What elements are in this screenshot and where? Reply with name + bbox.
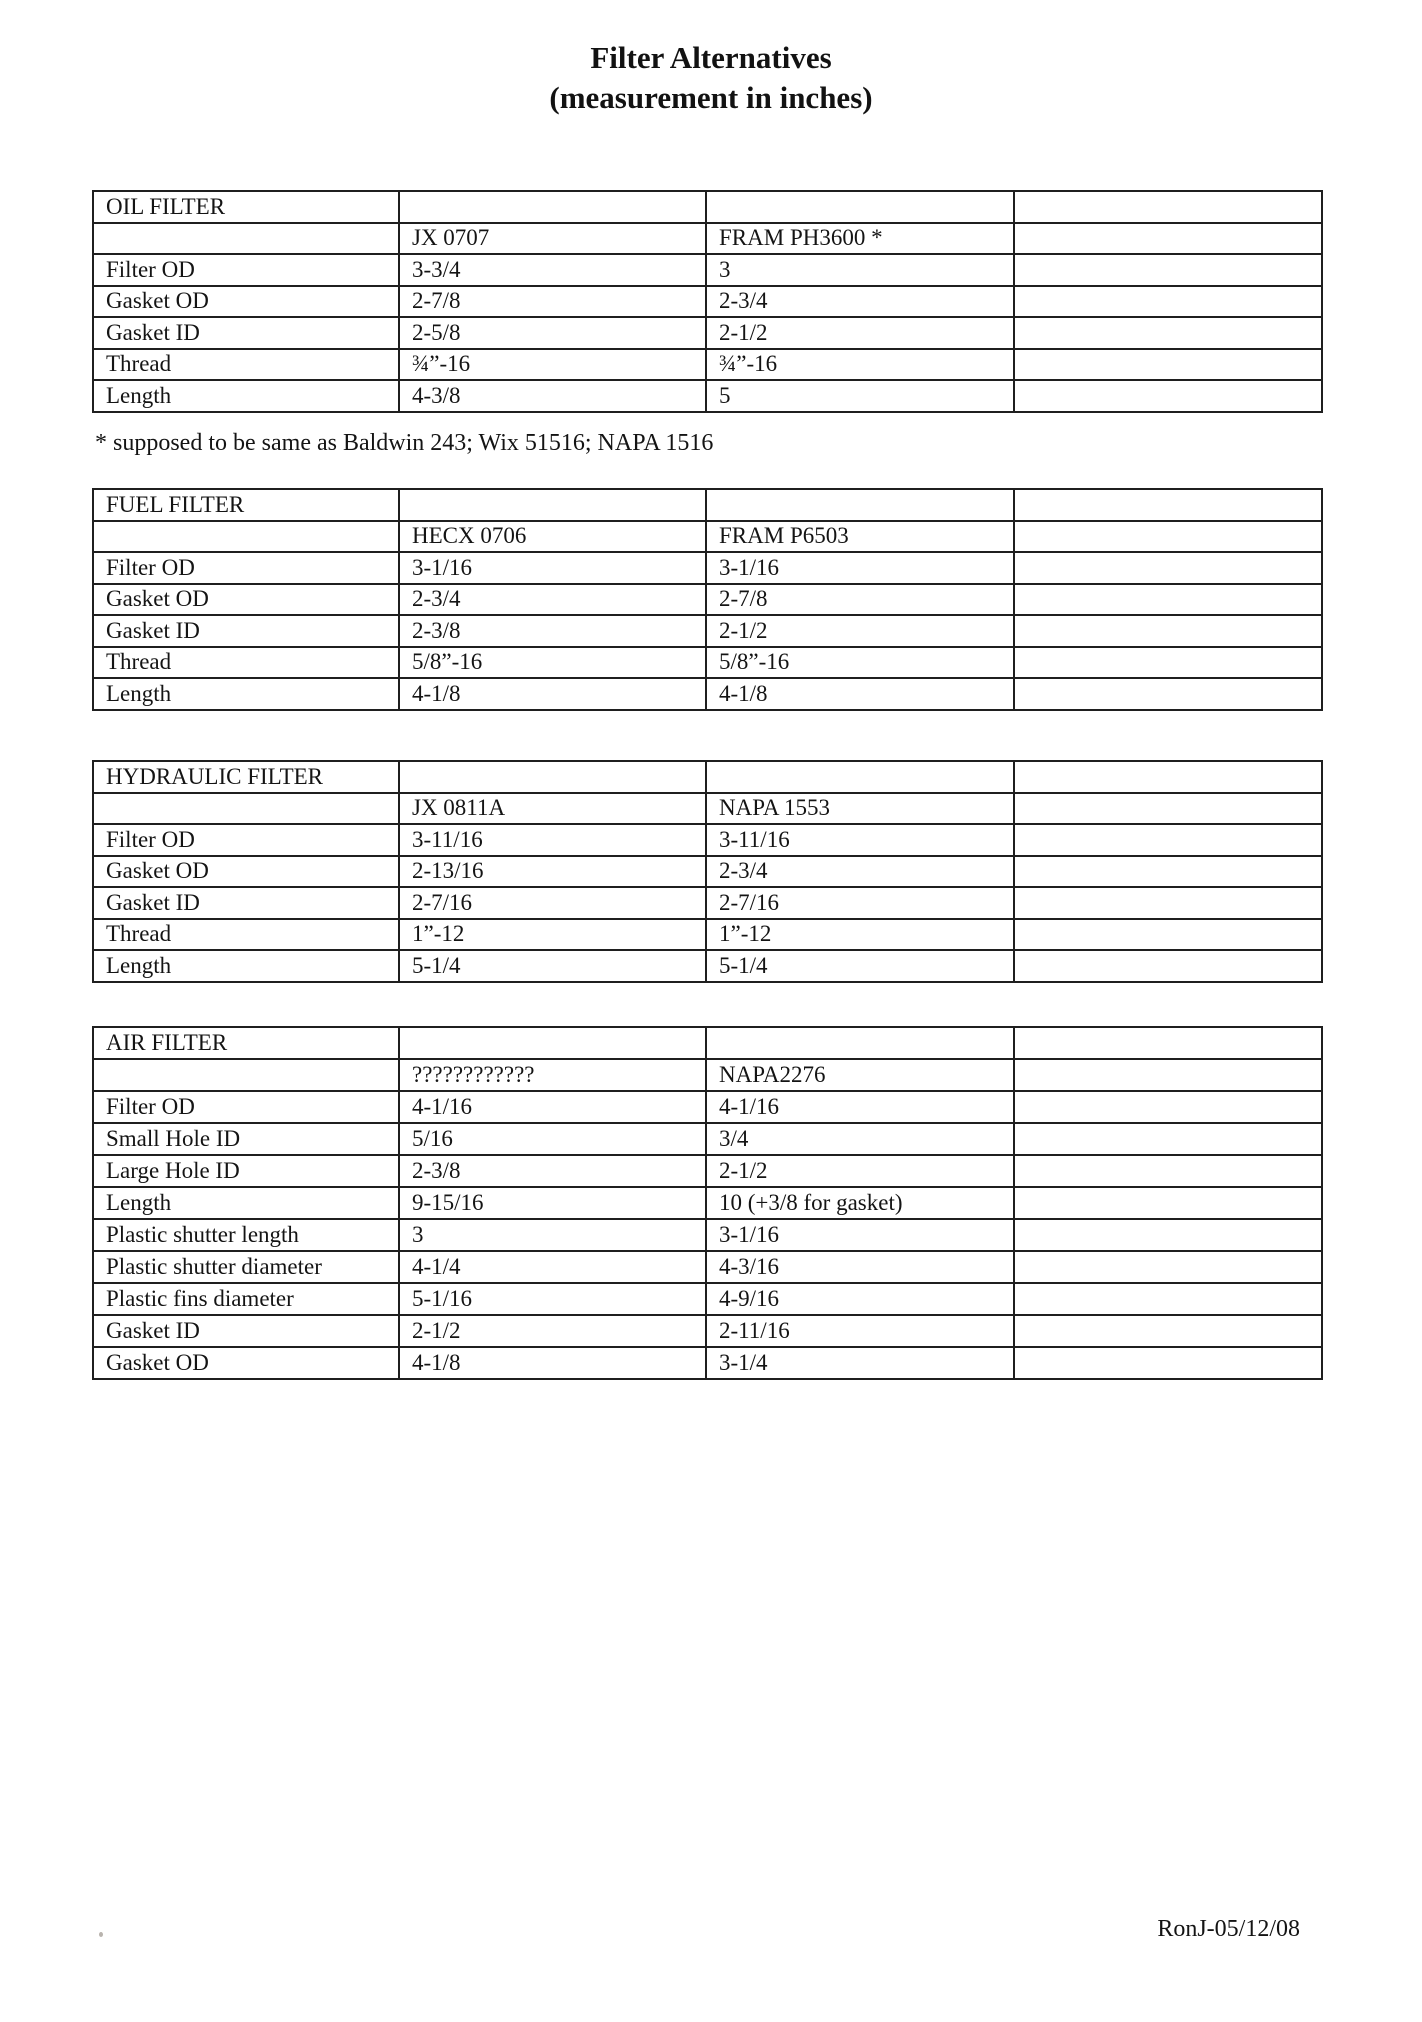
empty-cell [1014, 1251, 1322, 1283]
row-label: Plastic fins diameter [93, 1283, 399, 1315]
table-title-row [93, 191, 1322, 223]
empty-cell [399, 761, 706, 793]
value-col1: 3-1/16 [399, 552, 706, 584]
value-col1: 4-3/8 [399, 380, 706, 412]
table-title-cell: OIL FILTER [93, 191, 399, 223]
spec-row [93, 1283, 1322, 1315]
value-col1: 2-3/8 [399, 615, 706, 647]
empty-cell [706, 191, 1014, 223]
fuel-filter-table [92, 488, 1323, 711]
product1-header: ???????????? [399, 1059, 706, 1091]
value-col1: 5/8”-16 [399, 647, 706, 679]
value-col1: 1”-12 [399, 919, 706, 951]
empty-cell [93, 223, 399, 255]
product2-header: FRAM PH3600 * [706, 223, 1014, 255]
value-col1: 2-7/8 [399, 286, 706, 318]
product2-header: NAPA 1553 [706, 793, 1014, 825]
product-header-row [93, 1059, 1322, 1091]
product2-header: FRAM P6503 [706, 521, 1014, 553]
empty-cell [706, 489, 1014, 521]
value-col1: 5-1/4 [399, 950, 706, 982]
row-label: Thread [93, 349, 399, 381]
row-label: Thread [93, 919, 399, 951]
row-label: Length [93, 380, 399, 412]
value-col2: 5-1/4 [706, 950, 1014, 982]
value-col1: 4-1/8 [399, 1347, 706, 1379]
spec-row [93, 1219, 1322, 1251]
spec-row [93, 1091, 1322, 1123]
row-label: Filter OD [93, 552, 399, 584]
document-subtitle: (measurement in inches) [549, 80, 873, 115]
table-title-cell: HYDRAULIC FILTER [93, 761, 399, 793]
row-label: Length [93, 678, 399, 710]
spec-row [93, 887, 1322, 919]
empty-cell [706, 761, 1014, 793]
empty-cell [1014, 761, 1322, 793]
spec-row [93, 1187, 1322, 1219]
value-col1: 4-1/8 [399, 678, 706, 710]
spec-row [93, 380, 1322, 412]
value-col2: 5/8”-16 [706, 647, 1014, 679]
empty-cell [1014, 1155, 1322, 1187]
empty-cell [1014, 887, 1322, 919]
value-col2: 4-1/8 [706, 678, 1014, 710]
empty-cell [1014, 1091, 1322, 1123]
value-col2: 3-1/16 [706, 1219, 1014, 1251]
spec-row [93, 349, 1322, 381]
row-label: Thread [93, 647, 399, 679]
row-label: Large Hole ID [93, 1155, 399, 1187]
value-col1: 9-15/16 [399, 1187, 706, 1219]
row-label: Length [93, 1187, 399, 1219]
value-col2: 2-1/2 [706, 317, 1014, 349]
value-col2: 1”-12 [706, 919, 1014, 951]
spec-row [93, 584, 1322, 616]
spec-row [93, 950, 1322, 982]
table-title-cell: FUEL FILTER [93, 489, 399, 521]
document-footer-signature: RonJ-05/12/08 [1157, 1916, 1300, 1942]
table-title-cell: AIR FILTER [93, 1027, 399, 1059]
value-col2: 3-1/16 [706, 552, 1014, 584]
empty-cell [1014, 793, 1322, 825]
row-label: Gasket OD [93, 1347, 399, 1379]
empty-cell [399, 489, 706, 521]
spec-row [93, 919, 1322, 951]
value-col2: ¾”-16 [706, 349, 1014, 381]
empty-cell [93, 521, 399, 553]
row-label: Length [93, 950, 399, 982]
row-label: Gasket ID [93, 1315, 399, 1347]
product2-header: NAPA2276 [706, 1059, 1014, 1091]
row-label: Gasket ID [93, 887, 399, 919]
empty-cell [1014, 584, 1322, 616]
oil-filter-footnote: * supposed to be same as Baldwin 243; Wix 51516; NAPA 1516 [95, 430, 714, 456]
value-col1: ¾”-16 [399, 349, 706, 381]
value-col2: 4-1/16 [706, 1091, 1014, 1123]
row-label: Gasket ID [93, 615, 399, 647]
empty-cell [1014, 647, 1322, 679]
empty-cell [1014, 349, 1322, 381]
spec-row [93, 678, 1322, 710]
empty-cell [1014, 824, 1322, 856]
row-label: Gasket ID [93, 317, 399, 349]
value-col1: 2-13/16 [399, 856, 706, 888]
empty-cell [399, 1027, 706, 1059]
spec-row [93, 254, 1322, 286]
row-label: Plastic shutter length [93, 1219, 399, 1251]
spec-row [93, 824, 1322, 856]
spec-row [93, 1155, 1322, 1187]
empty-cell [1014, 1219, 1322, 1251]
empty-cell [1014, 1347, 1322, 1379]
empty-cell [1014, 223, 1322, 255]
value-col2: 2-3/4 [706, 856, 1014, 888]
spec-row [93, 1347, 1322, 1379]
row-label: Filter OD [93, 1091, 399, 1123]
product-header-row [93, 223, 1322, 255]
value-col1: 5/16 [399, 1123, 706, 1155]
value-col2: 2-7/8 [706, 584, 1014, 616]
row-label: Filter OD [93, 254, 399, 286]
empty-cell [1014, 615, 1322, 647]
empty-cell [1014, 1315, 1322, 1347]
row-label: Filter OD [93, 824, 399, 856]
empty-cell [1014, 1123, 1322, 1155]
value-col2: 4-3/16 [706, 1251, 1014, 1283]
spec-row [93, 1123, 1322, 1155]
empty-cell [706, 1027, 1014, 1059]
value-col1: 2-3/8 [399, 1155, 706, 1187]
hydraulic-filter-table [92, 760, 1323, 983]
value-col1: 2-5/8 [399, 317, 706, 349]
value-col2: 3-1/4 [706, 1347, 1014, 1379]
row-label: Gasket OD [93, 856, 399, 888]
value-col2: 2-1/2 [706, 615, 1014, 647]
empty-cell [1014, 1283, 1322, 1315]
value-col2: 5 [706, 380, 1014, 412]
spec-row [93, 856, 1322, 888]
empty-cell [1014, 678, 1322, 710]
spec-row [93, 552, 1322, 584]
oil-filter-table [92, 190, 1323, 413]
empty-cell [1014, 1187, 1322, 1219]
empty-cell [1014, 286, 1322, 318]
table-title-row [93, 1027, 1322, 1059]
value-col2: 3 [706, 254, 1014, 286]
empty-cell [1014, 489, 1322, 521]
empty-cell [1014, 919, 1322, 951]
empty-cell [1014, 856, 1322, 888]
empty-cell [399, 191, 706, 223]
empty-cell [1014, 254, 1322, 286]
value-col2: 3/4 [706, 1123, 1014, 1155]
empty-cell [1014, 1027, 1322, 1059]
table-title-row [93, 761, 1322, 793]
table-title-row [93, 489, 1322, 521]
empty-cell [93, 793, 399, 825]
product-header-row [93, 521, 1322, 553]
air-filter-table [92, 1026, 1323, 1380]
value-col1: 3 [399, 1219, 706, 1251]
empty-cell [1014, 191, 1322, 223]
document-title-block [0, 38, 1422, 118]
product1-header: HECX 0706 [399, 521, 706, 553]
row-label: Small Hole ID [93, 1123, 399, 1155]
value-col1: 2-1/2 [399, 1315, 706, 1347]
empty-cell [1014, 380, 1322, 412]
product1-header: JX 0811A [399, 793, 706, 825]
value-col1: 2-3/4 [399, 584, 706, 616]
value-col2: 10 (+3/8 for gasket) [706, 1187, 1014, 1219]
spec-row [93, 647, 1322, 679]
empty-cell [1014, 521, 1322, 553]
spec-row [93, 286, 1322, 318]
value-col1: 3-11/16 [399, 824, 706, 856]
spec-row [93, 615, 1322, 647]
empty-cell [93, 1059, 399, 1091]
spec-row [93, 317, 1322, 349]
empty-cell [1014, 1059, 1322, 1091]
value-col2: 2-11/16 [706, 1315, 1014, 1347]
document-title: Filter Alternatives [590, 40, 832, 75]
value-col1: 5-1/16 [399, 1283, 706, 1315]
empty-cell [1014, 950, 1322, 982]
empty-cell [1014, 317, 1322, 349]
value-col1: 4-1/4 [399, 1251, 706, 1283]
product1-header: JX 0707 [399, 223, 706, 255]
value-col2: 2-1/2 [706, 1155, 1014, 1187]
value-col1: 2-7/16 [399, 887, 706, 919]
spec-row [93, 1315, 1322, 1347]
value-col1: 4-1/16 [399, 1091, 706, 1123]
value-col1: 3-3/4 [399, 254, 706, 286]
product-header-row [93, 793, 1322, 825]
scan-artifact-dot [99, 1932, 103, 1937]
row-label: Plastic shutter diameter [93, 1251, 399, 1283]
value-col2: 2-7/16 [706, 887, 1014, 919]
value-col2: 4-9/16 [706, 1283, 1014, 1315]
row-label: Gasket OD [93, 286, 399, 318]
spec-row [93, 1251, 1322, 1283]
value-col2: 2-3/4 [706, 286, 1014, 318]
value-col2: 3-11/16 [706, 824, 1014, 856]
row-label: Gasket OD [93, 584, 399, 616]
empty-cell [1014, 552, 1322, 584]
